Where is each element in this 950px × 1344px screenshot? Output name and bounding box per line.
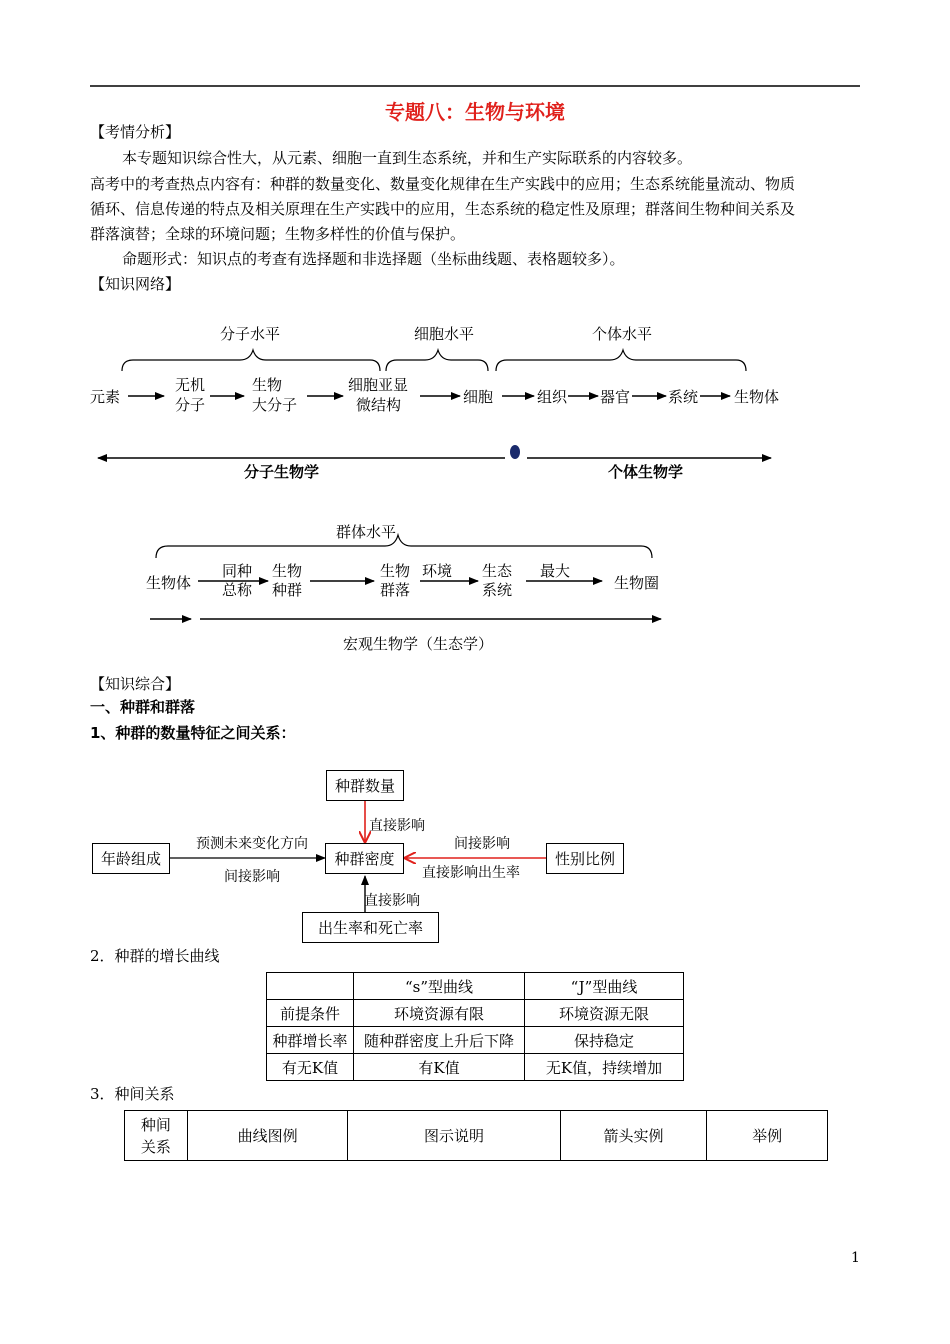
box-birth-death-rate: 出生率和死亡率 [302,912,439,943]
node-sub-1: 细胞亚显 [348,376,409,394]
interspecific-table [124,1110,828,1161]
node-sub-2: 微结构 [356,396,402,414]
header-relation [125,1111,188,1161]
table-cell: 前提条件 [267,1000,354,1027]
table-cell: 种群增长率 [267,1027,354,1054]
level-molecular: 分子水平 [220,325,281,343]
label-indirect-right: 间接影响 [454,836,510,852]
node2-eco-1: 生态 [482,562,513,580]
table-row [267,1054,684,1081]
para-1: 本专题知识综合性大，从元素、细胞一直到生态系统，并和生产实际联系的内容较多。 [122,149,693,167]
label-environment: 环境 [422,562,453,580]
node2-comm-2: 群落 [380,581,411,599]
table-cell: 环境资源无限 [525,1000,684,1027]
heading-growth-curve: 2．种群的增长曲线 [90,947,220,965]
section-synthesis: 【知识综合】 [90,675,181,693]
brace-individual [496,350,746,371]
level-individual: 个体水平 [592,325,653,343]
axis-center-dot [510,445,520,459]
node2-organism: 生物体 [146,574,192,592]
node-system: 系统 [668,388,699,406]
label-same-species-1: 同种 [222,562,253,580]
label-direct-top: 直接影响 [369,818,425,834]
box-sex-ratio: 性别比例 [546,843,624,874]
label-direct-bottom: 直接影响 [364,893,420,909]
header-relation-2: 关系 [140,1137,171,1156]
table-row [125,1111,828,1161]
axis-label-molecular-biology: 分子生物学 [244,463,320,481]
header-arrow: 箭头实例 [560,1111,707,1161]
header-diagram: 图示说明 [348,1111,560,1161]
node-inorganic-2: 分子 [175,396,206,414]
table-cell: “J”型曲线 [525,973,684,1000]
label-direct-birth: 直接影响出生率 [422,865,520,881]
section-kaoqing: 【考情分析】 [90,123,181,141]
table-cell: 无K值，持续增加 [525,1054,684,1081]
para-2-line-3: 群落演替；全球的环境问题；生物多样性的价值与保护。 [90,225,466,243]
table-cell: “s”型曲线 [354,973,525,1000]
label-indirect-left: 间接影响 [224,869,280,885]
level-cell: 细胞水平 [414,325,475,343]
section-network: 【知识网络】 [90,275,181,293]
node2-pop-2: 种群 [272,581,303,599]
page-title: 专题八：生物与环境 [385,100,565,124]
table-row [267,973,684,1000]
node-organ: 器官 [600,388,631,406]
node-element: 元素 [90,388,121,406]
axis-label-individual-biology: 个体生物学 [608,463,684,481]
label-same-species-2: 总称 [222,581,253,599]
header-example: 举例 [707,1111,828,1161]
axis-label-macro-biology: 宏观生物学（生态学） [343,635,494,653]
header-relation-1: 种间 [140,1115,171,1134]
level-group: 群体水平 [336,523,397,541]
label-largest: 最大 [540,562,571,580]
table-cell [267,973,354,1000]
node2-comm-1: 生物 [380,562,411,580]
node-bio-1: 生物 [252,376,283,394]
node-tissue: 组织 [537,388,568,406]
table-cell: 有K值 [354,1054,525,1081]
table-row [267,1027,684,1054]
brace-group [156,535,652,558]
node-inorganic-1: 无机 [175,376,206,394]
page-number: 1 [851,1250,860,1266]
para-2-line-2: 循环、信息传递的特点及相关原理在生产实践中的应用，生态系统的稳定性及原理；群落间生物种间关系及 [90,200,796,218]
para-2-line-1: 高考中的考查热点内容有：种群的数量变化、数量变化规律在生产实践中的应用；生态系统能量流动、物质 [90,175,796,193]
table-cell: 保持稳定 [525,1027,684,1054]
label-predict: 预测未来变化方向 [196,836,308,852]
heading-quantity-relation: 1、种群的数量特征之间关系： [90,724,296,742]
node2-eco-2: 系统 [482,581,513,599]
brace-molecular [122,350,380,371]
growth-curve-table [266,972,684,1081]
node-organism: 生物体 [734,388,780,406]
node-cell: 细胞 [463,388,494,406]
brace-cell [386,350,488,371]
table-cell: 环境资源有限 [354,1000,525,1027]
table-row [267,1000,684,1027]
box-age-structure: 年龄组成 [92,843,170,874]
header-curve: 曲线图例 [187,1111,348,1161]
heading-interspecific: 3．种间关系 [90,1085,175,1103]
table-cell: 随种群密度上升后下降 [354,1027,525,1054]
box-population-quantity: 种群数量 [326,770,404,801]
node2-biosphere: 生物圈 [614,574,660,592]
para-3: 命题形式：知识点的考查有选择题和非选择题（坐标曲线题、表格题较多）。 [122,250,625,268]
box-population-density: 种群密度 [325,843,404,874]
table-cell: 有无K值 [267,1054,354,1081]
heading-population-community: 一、种群和群落 [90,698,196,716]
node2-pop-1: 生物 [272,562,303,580]
node-bio-2: 大分子 [252,396,298,414]
